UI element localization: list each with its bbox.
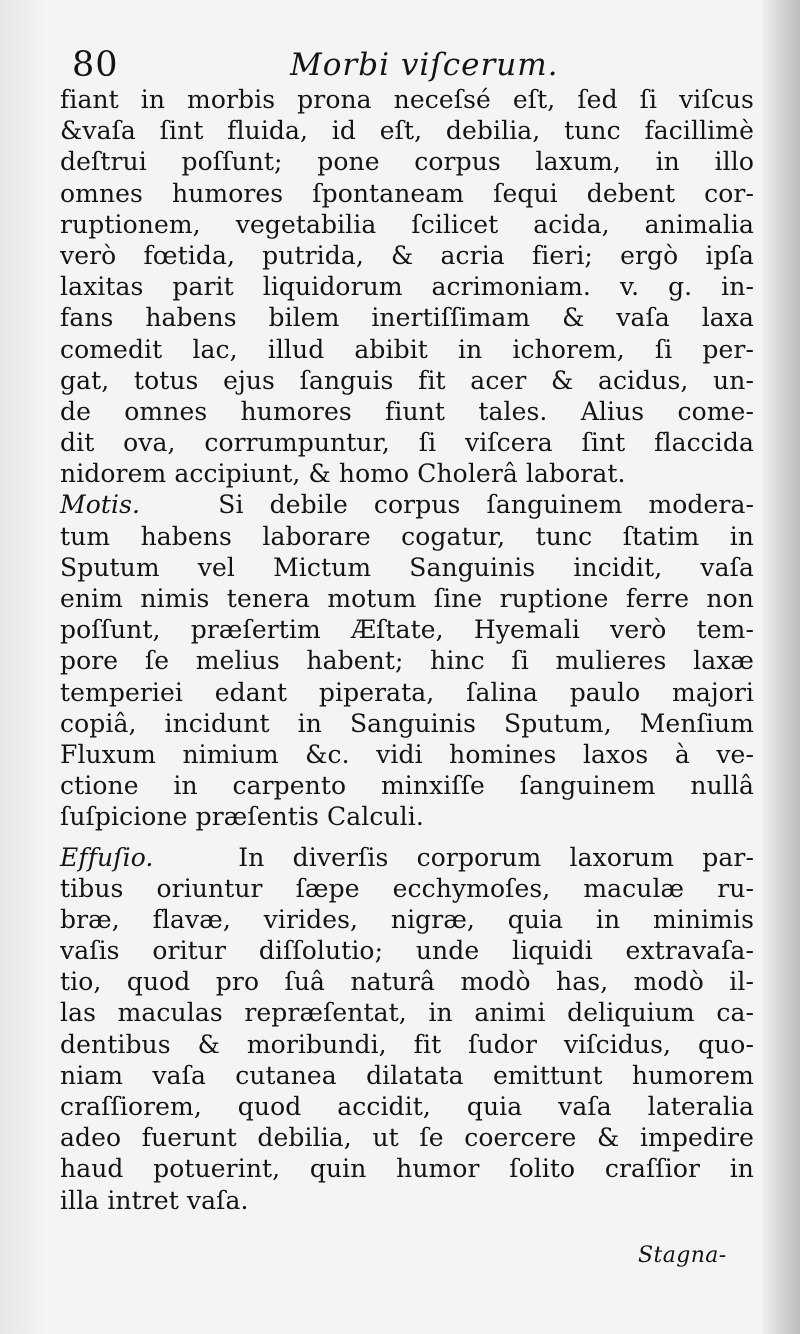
text-line: fans habens bilem inertiſſimam & vaſa laxa	[60, 303, 754, 333]
text-line: bræ, flavæ, virides, nigræ, quia in minimis	[60, 904, 754, 934]
text-line: &vaſa ſint fluida, id eſt, debilia, tunc facillimè	[60, 116, 754, 146]
section-gap	[60, 833, 754, 842]
text-line: omnes humores ſpontaneam ſequi debent cor-	[60, 178, 754, 208]
text-line: gat, totus ejus ſanguis fit acer & acidus, un-	[60, 365, 754, 395]
text-line: laxitas parit liquidorum acrimoniam. v. g. in-	[60, 272, 754, 302]
text-line: tum habens laborare cogatur, tunc ſtatim in	[60, 521, 754, 551]
page-number: 80	[72, 45, 119, 85]
text-line: haud potuerint, quin humor ſolito craſſior in	[60, 1154, 754, 1184]
text-line: Sputum vel Mictum Sanguinis incidit, vaſa	[60, 552, 754, 582]
text-line: comedit lac, illud abibit in ichorem, ſi per-	[60, 334, 754, 364]
text-line: fiant in morbis prona neceſsé eſt, ſed ſi viſcus	[60, 85, 754, 114]
text-line: pore ſe melius habent; hinc ſi mulieres laxæ	[60, 646, 754, 676]
text-line: ruptionem, vegetabilia ſcilicet acida, animalia	[60, 209, 754, 239]
text-line: enim nimis tenera motum ſine ruptione ferre non	[60, 584, 754, 613]
text-line: tibus oriuntur ſæpe ecchymoſes, maculæ ru-	[60, 873, 754, 903]
page-left-shadow	[0, 0, 48, 1334]
catchword: Stagna-	[638, 1243, 727, 1268]
text-line: copiâ, incidunt in Sanguinis Sputum, Menſium	[60, 708, 754, 738]
text-line: ſuſpicione præſentis Calculi.	[60, 802, 424, 832]
text-line: craſſiorem, quod accidit, quia vaſa lateralia	[60, 1092, 754, 1121]
marginal-note-effusio: Effuſio.	[60, 842, 154, 872]
text-line: de omnes humores fiunt tales. Alius come-	[60, 396, 754, 426]
text-line: poſſunt, præſertim Æſtate, Hyemali verò tem-	[60, 615, 754, 645]
section-motus-first-line	[60, 489, 754, 520]
main-text	[60, 84, 754, 1216]
text-line: adeo fuerunt debilia, ut ſe coercere & impedire	[60, 1123, 754, 1153]
page-header	[72, 40, 742, 90]
text-line: dit ova, corrumpuntur, ſi viſcera ſint flaccida	[60, 428, 754, 458]
text-line: Fluxum nimium &c. vidi homines laxos à ve-	[60, 739, 754, 769]
marginal-note-motus: Motis.	[60, 490, 141, 520]
page-gutter-edge	[762, 0, 800, 1334]
text-line: vaſis oritur diſſolutio; unde liquidi extravaſa-	[60, 936, 754, 966]
text-line: illa intret vaſa.	[60, 1185, 249, 1215]
text-line: tio, quod pro ſuâ naturâ modò has, modò il-	[60, 967, 754, 997]
text-line: dentibus & moribundi, fit ſudor viſcidus, quo-	[60, 1029, 754, 1059]
text-line: las maculas repræſentat, in animi deliquium ca-	[60, 998, 754, 1028]
text-line: temperiei edant piperata, ſalina paulo majori	[60, 677, 754, 707]
running-title: Morbi viſcerum.	[290, 47, 559, 83]
section-effusio-first-line	[60, 842, 754, 873]
text-line: niam vaſa cutanea dilatata emittunt humorem	[60, 1060, 754, 1090]
text-line: verò fœtida, putrida, & acria fieri; ergò ipſa	[60, 240, 754, 270]
text-line: nidorem accipiunt, & homo Cholerâ laborat.	[60, 459, 626, 489]
text-line: deſtrui poſſunt; pone corpus laxum, in illo	[60, 147, 754, 177]
section-effusio-first-line-text: In diverſis corporum laxorum par-	[238, 842, 754, 872]
section-motus-first-line-text: Si debile corpus ſanguinem modera-	[218, 490, 755, 520]
text-line: ctione in carpento minxiſſe ſanguinem nullâ	[60, 771, 754, 801]
